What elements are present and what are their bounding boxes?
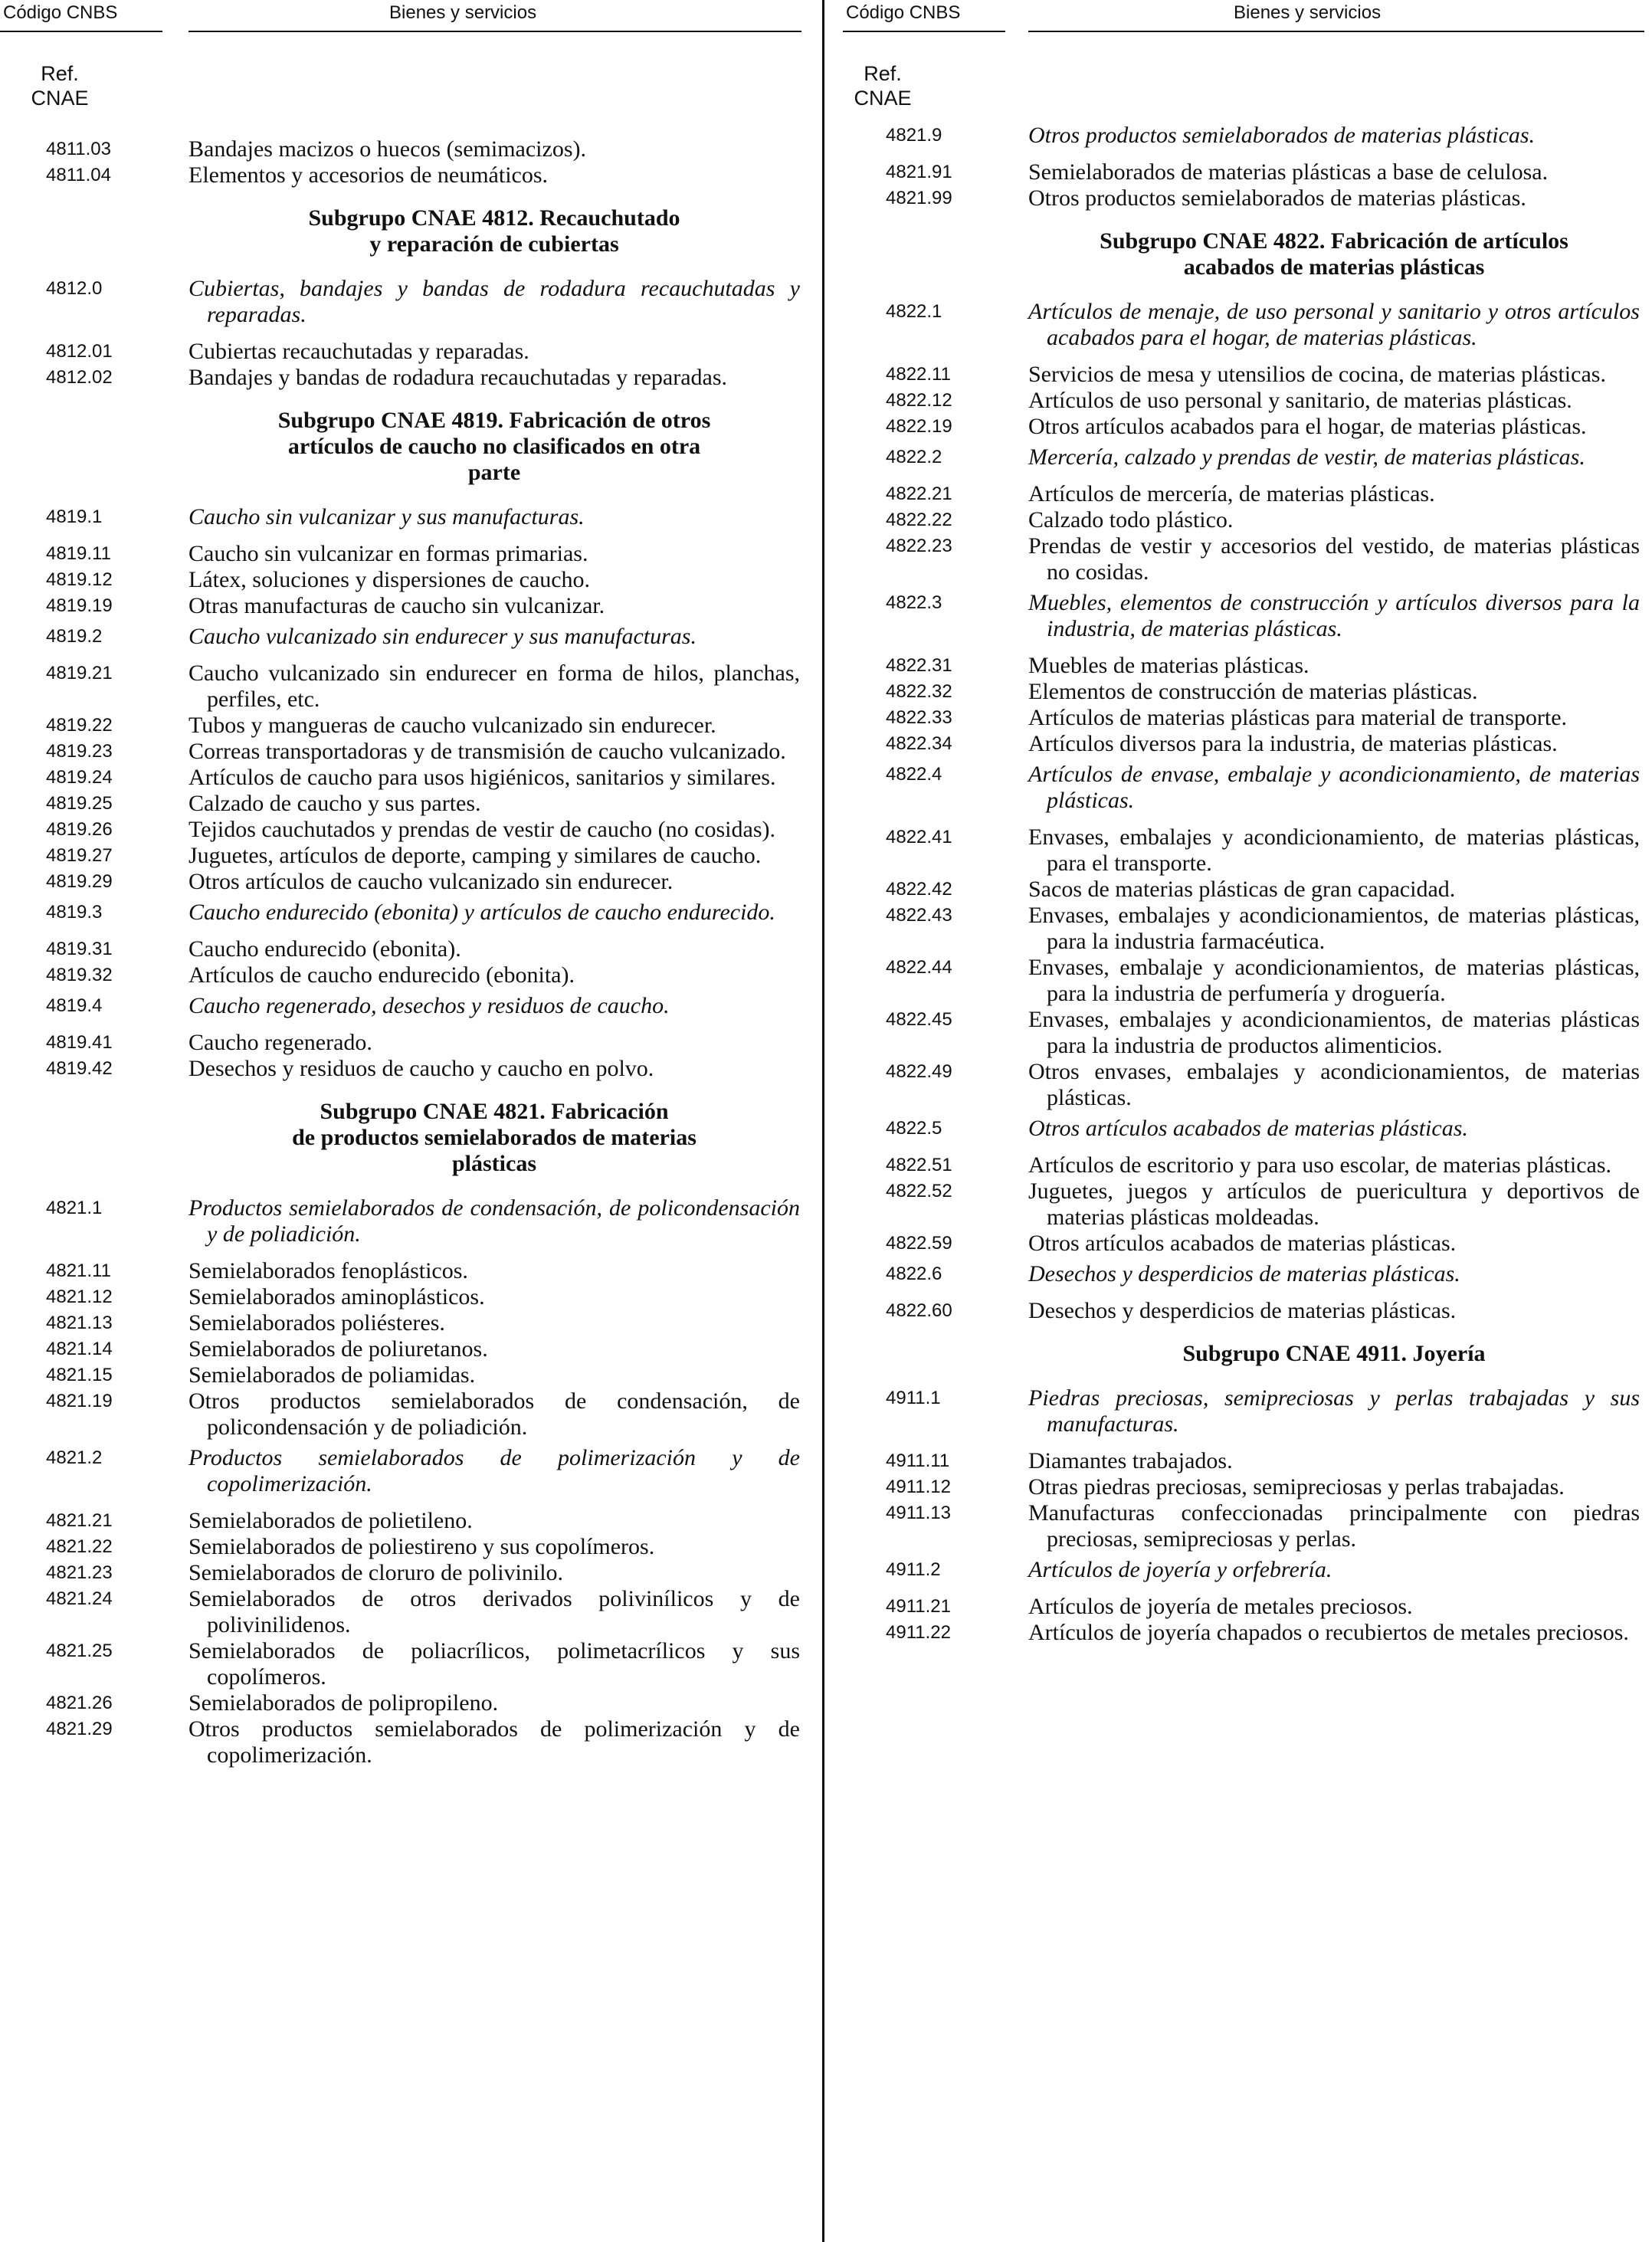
cnbs-code: 4821.91 [886,162,952,182]
item-description: Sacos de materias plásticas de gran capacidad. [1028,877,1456,902]
item-description: Calzado todo plástico. [1028,507,1234,533]
class-entry [0,1195,812,1247]
left-header-rule-goods [188,31,801,32]
subgroup-heading: Subgrupo CNAE 4821. Fabricación de productos semielaborados de materias plásticas [292,1099,697,1176]
item-description: Semielaborados de poliuretanos. [188,1336,488,1362]
list-item [0,1362,812,1388]
cnbs-code: 4821.1 [46,1198,103,1218]
left-header-rule-code [0,31,162,32]
list-item [0,1534,812,1560]
cnbs-code: 4822.44 [886,957,952,978]
item-description: Artículos de caucho para usos higiénicos, sanitarios y similares. [188,765,776,790]
item-description: Desechos y desperdicios de materias plásticas. [1028,1261,1460,1287]
list-item [837,185,1652,211]
cnbs-code: 4822.32 [886,681,952,702]
subgroup-heading: Subgrupo CNAE 4822. Fabricación de artículos acabados de materias plásticas [1100,228,1568,280]
list-item [837,481,1652,507]
class-entry [0,276,812,328]
item-description: Artículos de caucho endurecido (ebonita). [188,962,575,988]
cnbs-code: 4822.23 [886,536,952,556]
cnbs-code: 4819.1 [46,506,103,527]
right-header [837,0,1652,28]
left-header-goods-label: Bienes y servicios [389,2,537,23]
cnbs-code: 4821.21 [46,1510,113,1531]
cnbs-code: 4819.24 [46,767,113,788]
class-entry [837,299,1652,351]
item-description: Prendas de vestir y accesorios del vestido, de materias plásticas no cosidas. [1028,533,1640,585]
cnbs-code: 4822.59 [886,1233,952,1254]
right-header-rule-code [843,31,1005,32]
list-item [0,1056,812,1082]
right-column [837,0,1652,2242]
list-item [0,1560,812,1586]
cnbs-code: 4819.12 [46,569,113,590]
cnbs-code: 4819.29 [46,871,113,892]
class-entry [837,762,1652,814]
item-description: Juguetes, juegos y artículos de puericultura y deportivos de materias plásticas moldeadas. [1028,1178,1640,1230]
class-entry [0,993,812,1019]
list-item [0,1258,812,1284]
cnbs-code: 4821.29 [46,1719,113,1739]
item-description: Semielaborados poliésteres. [188,1310,445,1336]
item-description: Semielaborados de poliestireno y sus copolímeros. [188,1534,655,1559]
list-item [0,1030,812,1056]
cnbs-code: 4819.21 [46,663,113,683]
column-divider [822,0,824,2242]
cnbs-code: 4911.22 [886,1622,951,1643]
item-description: Mercería, calzado y prendas de vestir, de materias plásticas. [1028,444,1585,470]
list-item [837,824,1652,877]
item-description: Desechos y desperdicios de materias plásticas. [1028,1298,1457,1323]
cnbs-code: 4822.6 [886,1264,942,1284]
list-item [0,1586,812,1638]
item-description: Envases, embalajes y acondicionamientos, de materias plásticas para la industria de productos alimenticios. [1028,1007,1640,1058]
list-item [0,765,812,791]
cnbs-code: 4821.24 [46,1588,113,1609]
item-description: Artículos diversos para la industria, de materias plásticas. [1028,731,1558,756]
item-description: Otros artículos acabados de materias plásticas. [1028,1116,1468,1141]
list-item [0,365,812,391]
cnbs-code: 4822.34 [886,733,952,754]
right-header-rule-goods [1028,31,1644,32]
list-item [0,339,812,365]
cnbs-code: 4819.4 [46,995,103,1016]
item-description: Semielaborados de poliamidas. [188,1362,476,1388]
left-header-code-label: Código CNBS [3,2,118,23]
item-description: Caucho vulcanizado sin endurecer y sus manufacturas. [188,624,697,649]
cnbs-code: 4812.0 [46,278,103,299]
item-description: Látex, soluciones y dispersiones de caucho. [188,567,591,592]
cnbs-code: 4821.14 [46,1339,113,1359]
item-description: Semielaborados de polietileno. [188,1508,473,1533]
class-entry [837,123,1652,149]
item-description: Desechos y residuos de caucho y caucho en polvo. [188,1056,654,1081]
cnbs-code: 4911.21 [886,1596,951,1617]
cnbs-code: 4822.42 [886,879,952,900]
item-description: Artículos de materias plásticas para material de transporte. [1028,705,1568,730]
item-description: Caucho sin vulcanizar y sus manufacturas. [188,504,585,529]
item-description: Semielaborados de poliacrílicos, polimetacrílicos y sus copolímeros. [188,1638,800,1690]
right-ref-cnae-label: Ref. CNAE [854,62,912,110]
list-item [837,1594,1652,1620]
list-item [0,162,812,188]
list-item [0,1284,812,1310]
cnbs-code: 4822.51 [886,1155,952,1175]
cnbs-code: 4822.49 [886,1061,952,1082]
item-description: Artículos de mercería, de materias plásticas. [1028,481,1435,506]
list-item [0,962,812,988]
item-description: Otros productos semielaborados de materias plásticas. [1028,185,1526,211]
cnbs-code: 4822.43 [886,905,952,926]
item-description: Otras manufacturas de caucho sin vulcanizar. [188,593,605,618]
item-description: Juguetes, artículos de deporte, camping y similares de caucho. [188,843,762,868]
cnbs-code: 4819.32 [46,965,113,985]
cnbs-code: 4811.04 [46,165,111,185]
cnbs-code: 4822.2 [886,447,942,467]
list-item [0,136,812,162]
item-description: Envases, embalaje y acondicionamientos, de materias plásticas, para la industria de perfumería y droguería. [1028,955,1640,1006]
list-item [0,1716,812,1768]
class-entry [837,444,1652,470]
cnbs-code: 4911.1 [886,1388,941,1408]
cnbs-code: 4821.19 [46,1391,113,1411]
cnbs-code: 4822.21 [886,483,952,504]
cnbs-code: 4819.25 [46,793,113,814]
item-description: Elementos de construcción de materias plásticas. [1028,679,1478,704]
left-ref-cnae-label: Ref. CNAE [31,62,89,110]
cnbs-code: 4822.11 [886,364,951,385]
list-item [837,1231,1652,1257]
item-description: Caucho vulcanizado sin endurecer en forma de hilos, planchas, perfiles, etc. [188,660,800,712]
cnbs-code: 4822.22 [886,510,952,530]
cnbs-code: 4819.11 [46,543,111,564]
class-entry [837,1261,1652,1287]
list-item [0,1638,812,1690]
list-item [837,533,1652,585]
cnbs-code: 4821.13 [46,1313,113,1333]
item-description: Caucho sin vulcanizar en formas primarias. [188,541,588,566]
list-item [0,660,812,713]
right-header-goods-label: Bienes y servicios [1234,2,1382,23]
class-entry [0,1445,812,1497]
item-description: Productos semielaborados de condensación, de policondensación y de poliadición. [188,1195,800,1247]
cnbs-code: 4822.41 [886,827,952,847]
cnbs-code: 4911.2 [886,1559,941,1580]
list-item [0,1508,812,1534]
list-item [837,362,1652,388]
list-item [0,869,812,895]
cnbs-code: 4821.9 [886,125,942,146]
list-item [837,414,1652,440]
item-description: Semielaborados de polipropileno. [188,1690,499,1716]
cnbs-code: 4821.25 [46,1641,113,1661]
item-description: Artículos de escritorio y para uso escolar, de materias plásticas. [1028,1152,1612,1178]
right-header-code-label: Código CNBS [846,2,961,23]
list-item [0,739,812,765]
list-item [0,567,812,593]
list-item [0,843,812,869]
cnbs-code: 4822.45 [886,1009,952,1030]
list-item [837,903,1652,955]
item-description: Muebles, elementos de construcción y artículos diversos para la industria, de materias plásticas. [1028,590,1640,641]
item-description: Caucho endurecido (ebonita) y artículos de caucho endurecido. [188,900,775,925]
list-item [837,507,1652,533]
cnbs-code: 4819.31 [46,939,113,959]
item-description: Elementos y accesorios de neumáticos. [188,162,549,188]
item-description: Envases, embalajes y acondicionamientos, de materias plásticas, para la industria farmacéutica. [1028,903,1640,954]
item-description: Caucho endurecido (ebonita). [188,936,461,962]
cnbs-code: 4819.22 [46,715,113,736]
cnbs-code: 4822.52 [886,1181,952,1201]
list-item [837,731,1652,757]
list-item [837,1298,1652,1324]
cnbs-code: 4821.22 [46,1536,113,1557]
class-entry [837,1116,1652,1142]
cnbs-code: 4819.23 [46,741,113,762]
item-description: Caucho regenerado, desechos y residuos de caucho. [188,993,670,1018]
item-description: Otros productos semielaborados de materias plásticas. [1028,123,1536,148]
cnbs-code: 4821.15 [46,1365,113,1385]
item-description: Otros artículos de caucho vulcanizado sin endurecer. [188,869,674,894]
cnbs-code: 4911.11 [886,1450,950,1471]
item-description: Artículos de joyería y orfebrería. [1028,1557,1332,1582]
item-description: Envases, embalajes y acondicionamiento, de materias plásticas, para el transporte. [1028,824,1640,876]
item-description: Semielaborados de materias plásticas a base de celulosa. [1028,159,1549,185]
item-description: Semielaborados fenoplásticos. [188,1258,468,1283]
class-entry [0,504,812,530]
item-description: Cubiertas, bandajes y bandas de rodadura recauchutadas y reparadas. [188,276,800,327]
class-entry [837,590,1652,642]
list-item [0,713,812,739]
item-description: Otros productos semielaborados de condensación, de policondensación y de poliadición. [188,1388,800,1440]
cnbs-code: 4822.12 [886,390,952,411]
cnbs-code: 4812.01 [46,341,113,362]
item-description: Correas transportadoras y de transmisión de caucho vulcanizado. [188,739,786,764]
list-item [837,1500,1652,1552]
cnbs-code: 4819.19 [46,595,113,616]
list-item [837,679,1652,705]
item-description: Artículos de uso personal y sanitario, de materias plásticas. [1028,388,1572,413]
list-item [837,1152,1652,1178]
cnbs-code: 4822.4 [886,764,942,785]
cnbs-code: 4812.02 [46,367,113,388]
cnbs-code: 4822.31 [886,655,952,676]
class-entry [837,1557,1652,1583]
list-item [837,1620,1652,1646]
cnbs-code: 4822.1 [886,301,942,322]
item-description: Muebles de materias plásticas. [1028,653,1309,678]
cnbs-code: 4821.23 [46,1562,113,1583]
cnbs-code: 4822.60 [886,1300,952,1321]
subgroup-heading: Subgrupo CNAE 4819. Fabricación de otros artículos de caucho no clasificados en otra parte [277,408,711,485]
class-entry [837,1385,1652,1437]
cnbs-code: 4819.3 [46,902,103,923]
item-description: Otros envases, embalajes y acondicionamientos, de materias plásticas. [1028,1059,1640,1110]
list-item [0,936,812,962]
item-description: Tejidos cauchutados y prendas de vestir de caucho (no cosidas). [188,817,775,842]
cnbs-code: 4821.2 [46,1447,103,1468]
cnbs-code: 4819.27 [46,845,113,866]
list-item [0,541,812,567]
list-item [837,388,1652,414]
list-item [0,1690,812,1716]
cnbs-code: 4822.19 [886,416,952,437]
subgroup-heading: Subgrupo CNAE 4812. Recauchutado y reparación de cubiertas [308,205,680,257]
cnbs-code: 4821.99 [886,188,952,208]
list-item [0,1310,812,1336]
item-description: Semielaborados aminoplásticos. [188,1284,485,1309]
item-description: Cubiertas recauchutadas y reparadas. [188,339,529,364]
list-item [0,817,812,843]
item-description: Bandajes macizos o huecos (semimacizos). [188,136,586,162]
list-item [0,791,812,817]
cnbs-code: 4821.26 [46,1693,113,1713]
list-item [837,1448,1652,1474]
list-item [837,1007,1652,1059]
class-entry [0,624,812,650]
cnbs-code: 4911.12 [886,1477,951,1497]
cnbs-code: 4821.12 [46,1287,113,1307]
item-description: Artículos de envase, embalaje y acondicionamiento, de materias plásticas. [1028,762,1640,813]
item-description: Otros artículos acabados de materias plásticas. [1028,1231,1457,1256]
item-description: Semielaborados de otros derivados polivinílicos y de polivinilidenos. [188,1586,800,1637]
cnbs-code: 4822.3 [886,592,942,613]
item-description: Productos semielaborados de polimerización y de copolimerización. [188,1445,800,1496]
item-description: Manufacturas confeccionadas principalmente con piedras preciosas, semipreciosas y perlas. [1028,1500,1640,1552]
item-description: Tubos y mangueras de caucho vulcanizado sin endurecer. [188,713,716,738]
left-header [0,0,812,28]
left-column [0,0,812,2242]
list-item [837,1059,1652,1111]
item-description: Otros artículos acabados para el hogar, de materias plásticas. [1028,414,1587,439]
list-item [837,955,1652,1007]
subgroup-heading: Subgrupo CNAE 4911. Joyería [1182,1341,1486,1366]
item-description: Calzado de caucho y sus partes. [188,791,481,816]
item-description: Piedras preciosas, semipreciosas y perlas trabajadas y sus manufacturas. [1028,1385,1640,1437]
item-description: Artículos de joyería de metales preciosos. [1028,1594,1413,1619]
item-description: Otras piedras preciosas, semipreciosas y perlas trabajadas. [1028,1474,1565,1500]
list-item [837,1178,1652,1231]
item-description: Otros productos semielaborados de polimerización y de copolimerización. [188,1716,800,1768]
class-entry [0,900,812,926]
cnbs-code: 4819.2 [46,626,103,647]
list-item [837,705,1652,731]
cnbs-code: 4911.13 [886,1503,951,1523]
item-description: Servicios de mesa y utensilios de cocina, de materias plásticas. [1028,362,1606,387]
cnbs-code: 4819.26 [46,819,113,840]
list-item [0,1336,812,1362]
list-item [0,593,812,619]
item-description: Semielaborados de cloruro de polivinilo. [188,1560,564,1585]
list-item [0,1388,812,1441]
list-item [837,159,1652,185]
item-description: Artículos de menaje, de uso personal y sanitario y otros artículos acabados para el hogar, de materias plásticas. [1028,299,1640,350]
cnbs-code: 4811.03 [46,139,111,159]
cnbs-code: 4819.42 [46,1058,113,1079]
list-item [837,653,1652,679]
cnbs-code: 4821.11 [46,1260,111,1281]
item-description: Bandajes y bandas de rodadura recauchutadas y reparadas. [188,365,728,390]
item-description: Artículos de joyería chapados o recubiertos de metales preciosos. [1028,1620,1629,1645]
item-description: Caucho regenerado. [188,1030,372,1055]
list-item [837,1474,1652,1500]
cnbs-code: 4819.41 [46,1032,113,1053]
cnbs-code: 4822.5 [886,1118,942,1139]
list-item [837,877,1652,903]
item-description: Diamantes trabajados. [1028,1448,1233,1473]
cnbs-code: 4822.33 [886,707,952,728]
